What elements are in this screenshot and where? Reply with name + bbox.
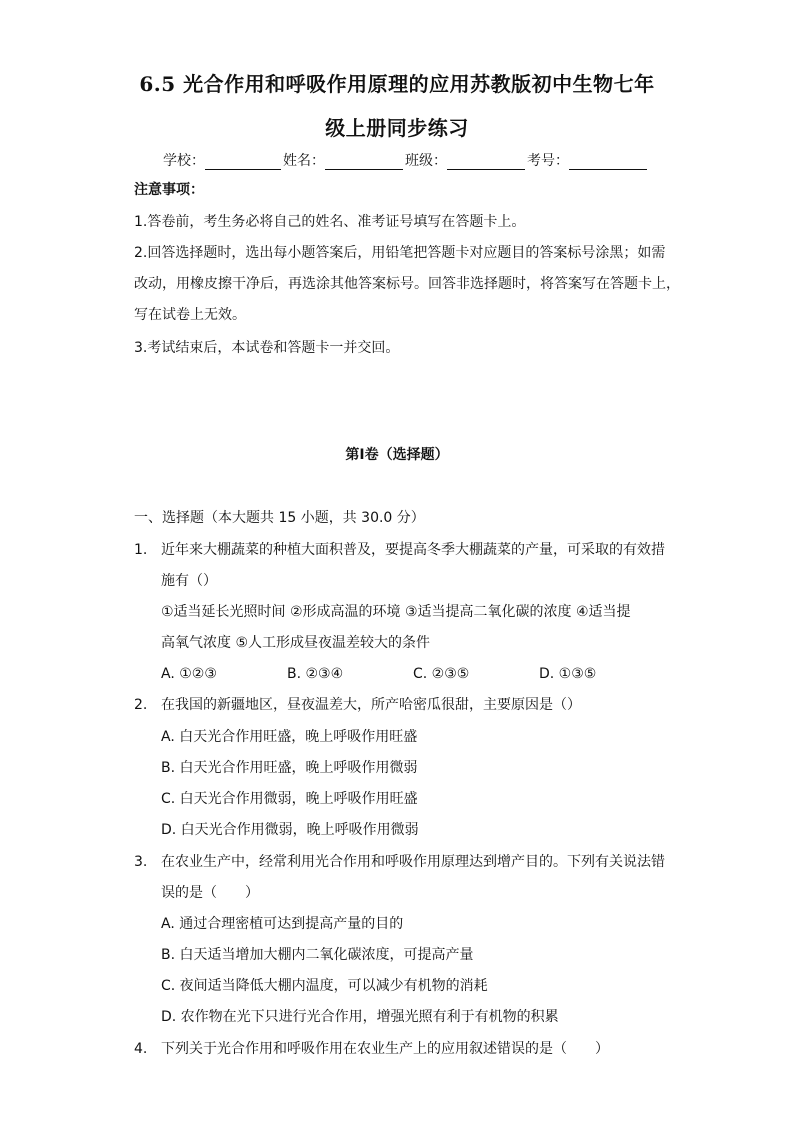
notice-item-3: 3.考试结束后，本试卷和答题卡一并交回。: [134, 340, 400, 356]
option-c[interactable]: C. ②③⑤: [413, 666, 470, 682]
option-d[interactable]: D. ①③⑤: [539, 666, 597, 682]
question-extra-line-2: 高氧气浓度 ⑤人工形成昼夜温差较大的条件: [161, 635, 430, 651]
notice-item-2-line-3: 写在试卷上无效。: [134, 307, 246, 323]
exam-no-blank[interactable]: [569, 155, 647, 170]
option-c[interactable]: C. 白天光合作用微弱，晚上呼吸作用旺盛: [161, 791, 418, 807]
class-blank[interactable]: [447, 155, 525, 170]
question-number: 2.: [134, 697, 148, 713]
notice-item-2-line-2: 改动，用橡皮擦干净后，再选涂其他答案标号。回答非选择题时，将答案写在答题卡上，: [134, 276, 680, 292]
notice-item-2-line-1: 2.回答选择题时，选出每小题答案后，用铅笔把答题卡对应题目的答案标号涂黑；如需: [134, 245, 666, 261]
option-d[interactable]: D. 白天光合作用微弱，晚上呼吸作用微弱: [161, 822, 419, 838]
question-number: 4.: [134, 1041, 148, 1057]
option-b[interactable]: B. 白天光合作用旺盛，晚上呼吸作用微弱: [161, 760, 418, 776]
doc-title-line-1: 6.5 光合作用和呼吸作用原理的应用苏教版初中生物七年: [139, 72, 655, 96]
name-label: 姓名：: [283, 153, 325, 169]
question-stem-line-1: 近年来大棚蔬菜的种植大面积普及，要提高冬季大棚蔬菜的产量，可采取的有效措: [161, 542, 665, 558]
class-label: 班级：: [405, 153, 447, 169]
school-blank[interactable]: [205, 155, 281, 170]
notice-heading: 注意事项：: [134, 182, 204, 198]
question-number: 1.: [134, 542, 148, 558]
option-a[interactable]: A. ①②③: [161, 666, 217, 682]
doc-title-line-2: 级上册同步练习: [325, 116, 469, 140]
question-stem-line-2: 误的是（ ）: [161, 885, 259, 901]
question-stem-line-1: 在我国的新疆地区，昼夜温差大，所产哈密瓜很甜，主要原因是（）: [161, 697, 581, 713]
section-heading: 一、选择题（本大题共 15 小题，共 30.0 分）: [134, 510, 425, 526]
question-stem-line-2: 施有（）: [161, 573, 217, 589]
student-info-row: [163, 150, 649, 170]
option-b[interactable]: B. ②③④: [287, 666, 344, 682]
exam-no-label: 考号：: [527, 153, 569, 169]
question-stem-line-1: 在农业生产中，经常利用光合作用和呼吸作用原理达到增产目的。下列有关说法错: [161, 854, 665, 870]
school-label: 学校：: [163, 153, 205, 169]
option-a[interactable]: A. 白天光合作用旺盛，晚上呼吸作用旺盛: [161, 729, 418, 745]
option-d[interactable]: D. 农作物在光下只进行光合作用，增强光照有利于有机物的积累: [161, 1009, 559, 1025]
notice-item-1: 1.答卷前，考生务必将自己的姓名、准考证号填写在答题卡上。: [134, 214, 526, 230]
option-a[interactable]: A. 通过合理密植可达到提高产量的目的: [161, 916, 404, 932]
option-b[interactable]: B. 白天适当增加大棚内二氧化碳浓度，可提高产量: [161, 947, 474, 963]
question-number: 3.: [134, 854, 148, 870]
part-title: 第Ⅰ卷（选择题）: [345, 447, 449, 463]
option-c[interactable]: C. 夜间适当降低大棚内温度，可以减少有机物的消耗: [161, 978, 488, 994]
name-blank[interactable]: [325, 155, 403, 170]
question-stem-line-1: 下列关于光合作用和呼吸作用在农业生产上的应用叙述错误的是（ ）: [161, 1041, 609, 1057]
question-extra-line-1: ①适当延长光照时间 ②形成高温的环境 ③适当提高二氧化碳的浓度 ④适当提: [161, 604, 631, 620]
